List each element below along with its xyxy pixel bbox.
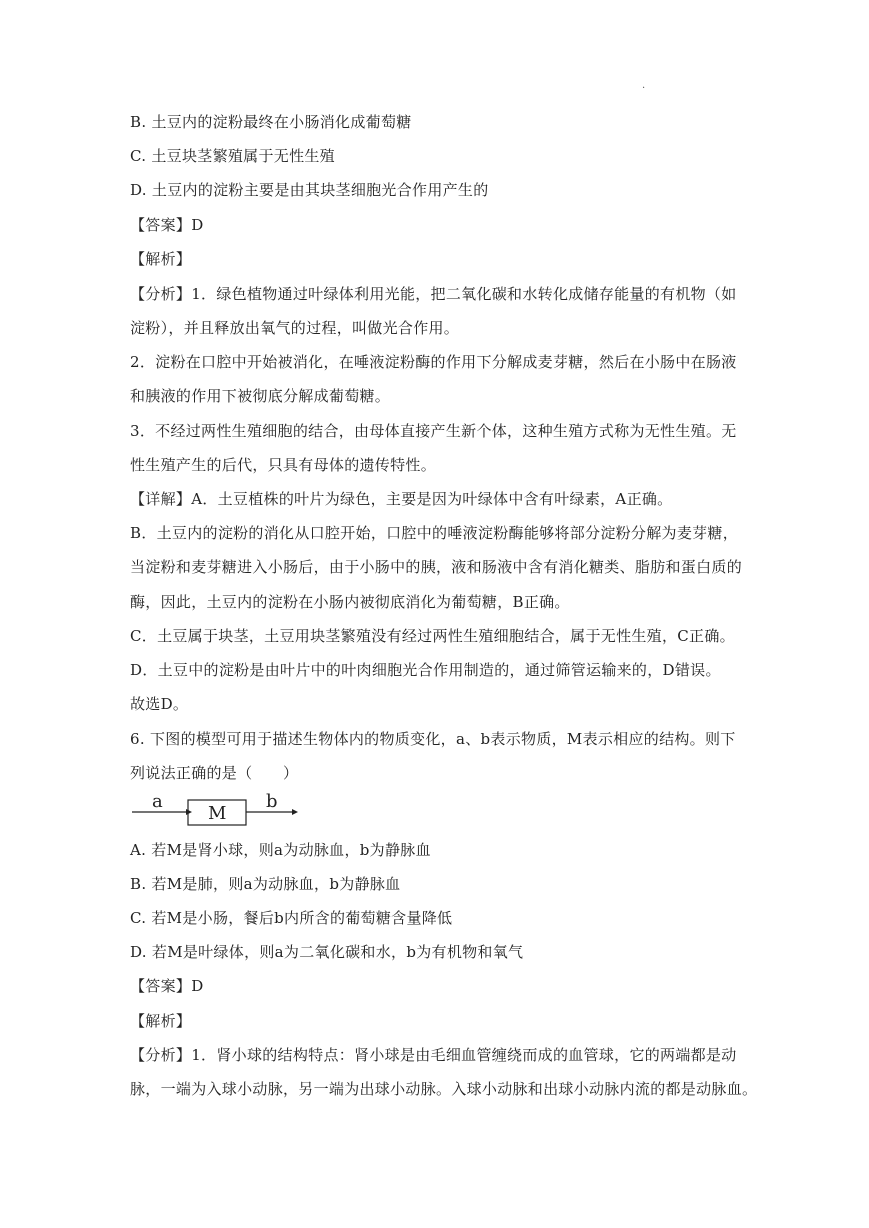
option-d-line: D. 土豆内的淀粉主要是由其块茎细胞光合作用产生的 <box>130 181 489 199</box>
question-6-line: 列说法正确的是（ ） <box>130 764 299 782</box>
analysis-line: 【分析】1．肾小球的结构特点：肾小球是由毛细血管缠绕而成的血管球，它的两端都是动 <box>130 1046 737 1064</box>
answer-line: 【答案】D <box>130 977 204 995</box>
analysis-line: 脉，一端为入球小动脉，另一端为出球小动脉。入球小动脉和出球小动脉内流的都是动脉血。 <box>130 1080 758 1098</box>
analysis-line: 淀粉），并且释放出氧气的过程，叫做光合作用。 <box>130 319 460 337</box>
question-6-line: 6. 下图的模型可用于描述生物体内的物质变化，a、b表示物质，M表示相应的结构。则下 <box>130 730 736 748</box>
option-b-line: B. 若M是肺，则a为动脉血，b为静脉血 <box>130 875 401 893</box>
input-arrowhead <box>186 809 192 815</box>
analysis-line: 性生殖产生的后代，只具有母体的遗传特性。 <box>130 456 437 474</box>
detail-line: 酶，因此，土豆内的淀粉在小肠内被彻底消化为葡萄糖，B正确。 <box>130 593 570 611</box>
detail-line: 【详解】A．土豆植株的叶片为绿色，主要是因为叶绿体中含有叶绿素，A正确。 <box>130 490 673 508</box>
model-diagram <box>130 790 310 830</box>
conclusion-line: 故选D。 <box>130 695 189 713</box>
option-d-line: D. 若M是叶绿体，则a为二氧化碳和水，b为有机物和氧气 <box>130 943 524 961</box>
analysis-line: 【分析】1．绿色植物通过叶绿体利用光能，把二氧化碳和水转化成储存能量的有机物（如 <box>130 285 737 303</box>
analysis-heading: 【解析】 <box>130 250 192 268</box>
analysis-line: 和胰液的作用下被彻底分解成葡萄糖。 <box>130 387 391 405</box>
option-b-line: B. 土豆内的淀粉最终在小肠消化成葡萄糖 <box>130 113 412 131</box>
answer-line: 【答案】D <box>130 216 204 234</box>
detail-line: D．土豆中的淀粉是由叶片中的叶肉细胞光合作用制造的，通过筛管运输来的，D错误。 <box>130 661 721 679</box>
analysis-line: 3．不经过两性生殖细胞的结合，由母体直接产生新个体，这种生殖方式称为无性生殖。无 <box>130 422 737 440</box>
analysis-heading: 【解析】 <box>130 1012 192 1030</box>
option-a-line: A. 若M是肾小球，则a为动脉血，b为静脉血 <box>130 841 431 859</box>
diagram-output-label: b <box>266 791 278 812</box>
detail-line: 当淀粉和麦芽糖进入小肠后，由于小肠中的胰，液和肠液中含有消化糖类、脂肪和蛋白质的 <box>130 558 743 576</box>
analysis-line: 2．淀粉在口腔中开始被消化，在唾液淀粉酶的作用下分解成麦芽糖，然后在小肠中在肠液 <box>130 353 737 371</box>
option-c-line: C. 土豆块茎繁殖属于无性生殖 <box>130 147 335 165</box>
output-arrowhead <box>292 809 298 815</box>
diagram-box-label: M <box>208 803 227 824</box>
detail-line: C．土豆属于块茎，土豆用块茎繁殖没有经过两性生殖细胞结合，属于无性生殖，C正确。 <box>130 627 735 645</box>
diagram-input-label: a <box>152 791 163 812</box>
option-c-line: C. 若M是小肠，餐后b内所含的葡萄糖含量降低 <box>130 909 453 927</box>
header-mark: . <box>642 80 646 91</box>
detail-line: B．土豆内的淀粉的消化从口腔开始，口腔中的唾液淀粉酶能够将部分淀粉分解为麦芽糖， <box>130 524 739 542</box>
